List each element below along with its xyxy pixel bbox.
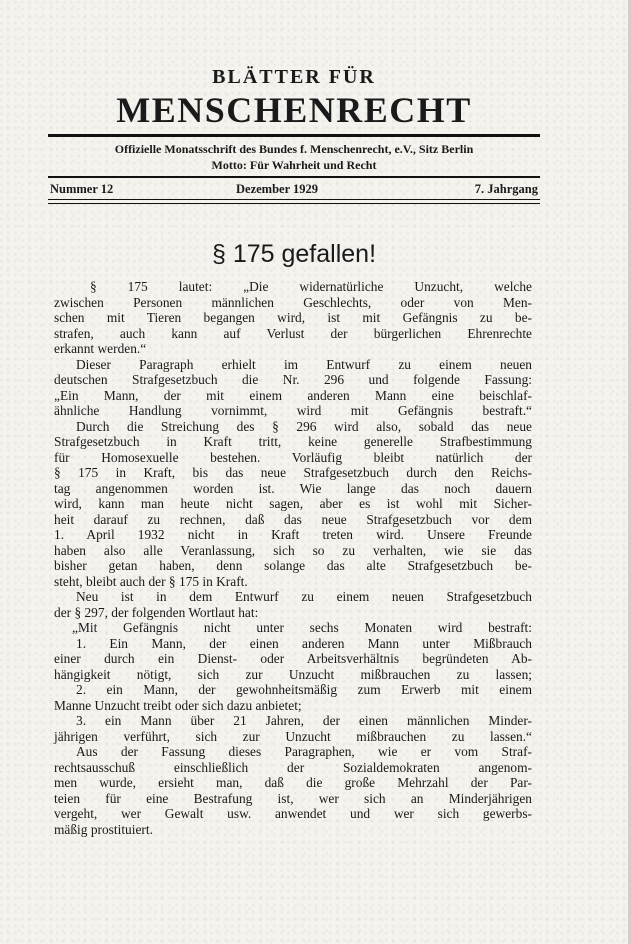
issue-rule-bottom-1 bbox=[48, 199, 540, 200]
article-line: mäßig prostituiert. bbox=[54, 821, 153, 837]
article-line: deutschen Strafgesetzbuch die Nr. 296 und folgende Fassung: bbox=[54, 372, 532, 387]
article-line: Strafgesetzbuch in Kraft tritt, keine generelle Strafbestimmung bbox=[54, 434, 532, 449]
article-line: ähnliche Handlung vornimmt, wird mit Gefängnis bestraft.“ bbox=[54, 403, 532, 418]
article-line: zwischen Personen männlichen Geschlechts, oder von Men- bbox=[54, 294, 532, 310]
masthead-motto: Motto: Für Wahrheit und Recht bbox=[211, 158, 377, 172]
article-line: heit darauf zu rechnen, daß das neue Strafgesetzbuch vor dem bbox=[54, 511, 532, 527]
issue-number: Nummer 12 bbox=[50, 182, 114, 196]
article-line: einer durch ein Dienst- oder Arbeitsverhältnis begründeten Ab- bbox=[54, 651, 532, 666]
article-line: der § 297, der folgenden Wortlaut hat: bbox=[54, 604, 259, 620]
article-line: 3. ein Mann über 21 Jahren, der einen männlichen Minder- bbox=[76, 713, 532, 728]
article-line: Durch die Streichung des § 296 wird also, sobald das neue bbox=[76, 418, 532, 434]
article-line: „Ein Mann, der mit einem anderen Mann eine beischlaf- bbox=[54, 387, 532, 403]
article-line: Dieser Paragraph erhielt im Entwurf zu einem neuen bbox=[76, 356, 532, 372]
masthead-kicker: BLÄTTER FÜR bbox=[212, 66, 376, 88]
article-line: bisher getan haben, denn solange das alte Strafgesetzbuch be- bbox=[54, 558, 532, 573]
article-body bbox=[54, 279, 532, 837]
issue-rule-bottom-2 bbox=[48, 203, 540, 204]
article-line: teien für eine Bestrafung ist, wer sich an Minderjährigen bbox=[54, 790, 532, 806]
issue-date: Dezember 1929 bbox=[236, 182, 319, 196]
article-line: § 175 lautet: „Die widernatürliche Unzucht, welche bbox=[90, 279, 532, 294]
masthead-rule-top bbox=[48, 134, 540, 137]
masthead-title: MENSCHENRECHT bbox=[116, 90, 472, 130]
article-line: „Mit Gefängnis nicht unter sechs Monaten wird bestraft: bbox=[72, 620, 532, 635]
article-line: haben also alle Veranlassung, sich so zu verhalten, wie sie das bbox=[54, 542, 532, 558]
article-line: Manne Unzucht treibt oder sich dazu anbietet; bbox=[54, 697, 302, 713]
article-line: strafen, auch kann auf Verlust der bürgerlichen Ehrenrechte bbox=[54, 325, 532, 341]
article-line: 1. April 1932 nicht in Kraft treten wird. Unsere Freunde bbox=[54, 527, 532, 542]
article-line: hängigkeit nötigt, sich zur Unzucht mißbrauchen zu lassen; bbox=[54, 666, 532, 682]
issue-rule-top bbox=[48, 176, 540, 178]
article-line: steht, bleibt auch der § 175 in Kraft. bbox=[54, 573, 248, 589]
article-line: schen mit Tieren begangen wird, ist mit Gefängnis zu be- bbox=[54, 310, 532, 325]
article-headline: § 175 gefallen! bbox=[211, 240, 377, 268]
masthead-subtitle: Offizielle Monatsschrift des Bundes f. Menschenrecht, e.V., Sitz Berlin bbox=[114, 142, 474, 156]
article-line: wird, kann man heute nicht sagen, aber es ist wohl mit Sicher- bbox=[54, 496, 532, 511]
article-line: Neu ist in dem Entwurf zu einem neuen Strafgesetzbuch bbox=[76, 589, 532, 604]
article-line: vergeht, wer Gewalt usw. anwendet und wer sich gewerbs- bbox=[54, 806, 532, 821]
issue-line bbox=[48, 182, 540, 198]
article-line: tag angenommen worden ist. Wie lange das noch dauern bbox=[54, 480, 532, 496]
article-line: 1. Ein Mann, der einen anderen Mann unter Mißbrauch bbox=[76, 635, 532, 651]
issue-volume: 7. Jahrgang bbox=[474, 182, 538, 196]
article-line: erkannt werden.“ bbox=[54, 341, 147, 356]
article-line: für Homosexuelle bestehen. Vorläufig bleibt natürlich der bbox=[54, 449, 532, 465]
article-line: § 175 in Kraft, bis das neue Strafgesetzbuch durch den Reichs- bbox=[54, 465, 532, 480]
article-line: Aus der Fassung dieses Paragraphen, wie er vom Straf- bbox=[76, 744, 532, 759]
article-line: rechtsausschuß einschließlich der Sozialdemokraten angenom- bbox=[54, 759, 532, 775]
article-line: men wurde, ersieht man, daß die große Mehrzahl der Par- bbox=[54, 775, 532, 790]
article-line: jährigen verführt, sich zur Unzucht mißbrauchen zu lassen.“ bbox=[54, 728, 532, 744]
article-line: 2. ein Mann, der gewohnheitsmäßig zum Erwerb mit einem bbox=[76, 682, 532, 697]
